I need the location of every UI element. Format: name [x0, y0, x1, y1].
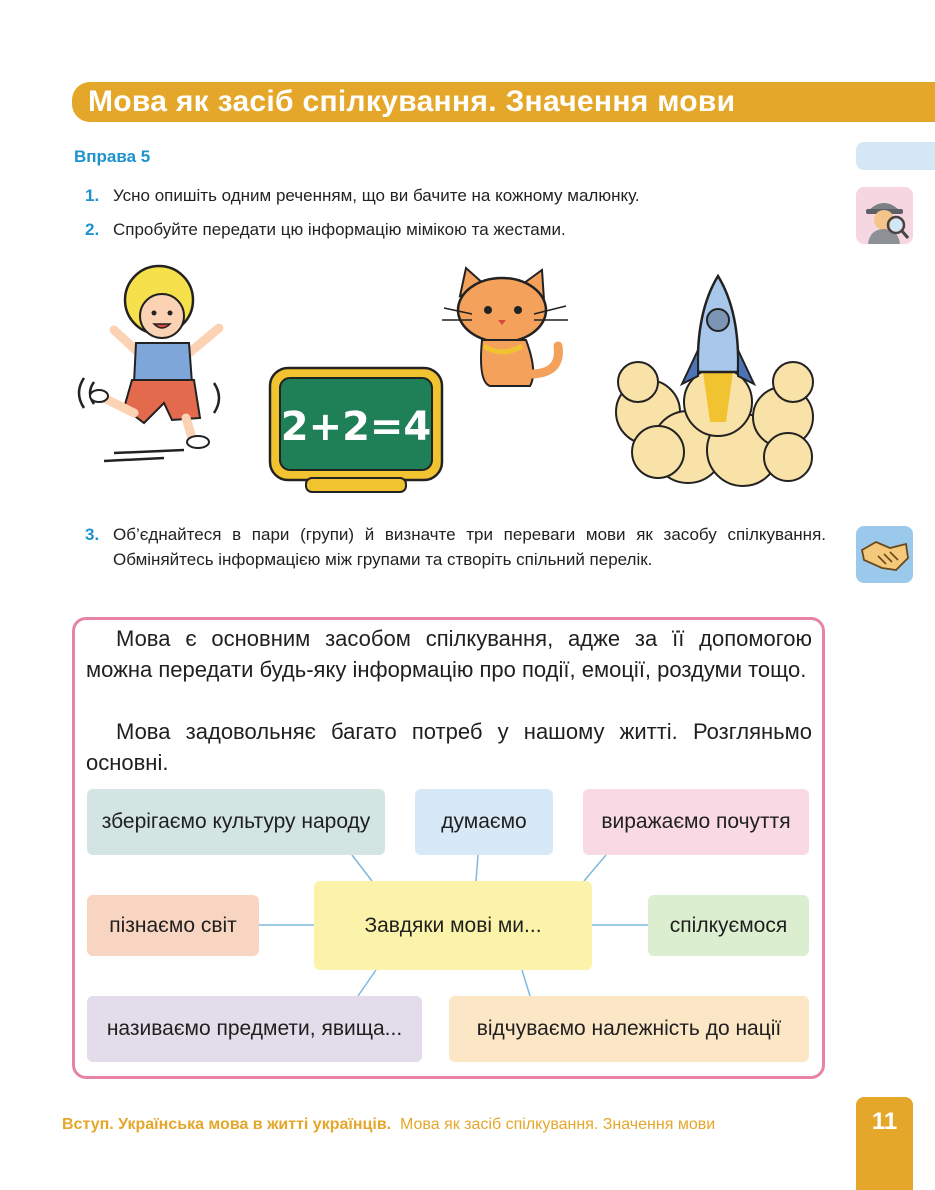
task-number: 1. — [85, 186, 100, 205]
diagram-node-communicate: спілкуємося — [648, 895, 809, 956]
info-paragraph: Мова є основним засобом спілкування, адже за її допомогою можна передати будь-яку інформацію про події, емоції, роздуми тощо. — [86, 626, 812, 682]
task-text: Спробуйте передати цю інформацію мімікою та жестами. — [113, 220, 566, 239]
cat-illustration — [438, 262, 572, 396]
task-2 — [85, 217, 825, 242]
detective-icon — [856, 187, 913, 244]
running-boy-illustration — [74, 258, 244, 468]
footer — [62, 1116, 715, 1134]
handshake-icon — [856, 526, 913, 583]
task-text: Усно опишіть одним реченням, що ви бачите на кожному малюнку. — [113, 186, 640, 205]
diagram-node-culture: зберігаємо культуру народу — [87, 789, 385, 855]
diagram-node-nation: відчуваємо належність до нації — [449, 996, 809, 1062]
footer-section: Вступ. Українська мова в житті українців. — [62, 1116, 392, 1133]
chalkboard-text: 2+2=4 — [280, 404, 432, 450]
chalkboard-illustration — [266, 364, 448, 498]
footer-topic: Мова як засіб спілкування. Значення мови — [400, 1116, 716, 1133]
rocket-illustration — [598, 272, 828, 498]
side-tab — [856, 142, 935, 170]
diagram-node-feelings: виражаємо почуття — [583, 789, 809, 855]
task-number: 3. — [85, 525, 100, 544]
page-title: Мова як засіб спілкування. Значення мови — [88, 85, 736, 118]
page-number: 11 — [871, 1108, 898, 1135]
info-paragraph: Мова задовольняє багато потреб у нашому житті. Розгляньмо основні. — [86, 719, 812, 775]
diagram-node-world: пізнаємо світ — [87, 895, 259, 956]
task-3 — [85, 522, 830, 572]
diagram-node-think: думаємо — [415, 789, 553, 855]
task-1 — [85, 183, 825, 208]
diagram-center-node: Завдяки мові ми... — [314, 881, 592, 970]
diagram-node-name: називаємо предмети, явища... — [87, 996, 422, 1062]
task-number: 2. — [85, 220, 100, 239]
exercise-label: Вправа 5 — [74, 147, 151, 166]
task-text: Об’єднайтеся в пари (групи) й визначте три переваги мови як засобу спілкування. Обміняйтесь інформацією між групами та створіть спільний перелік. — [113, 525, 826, 569]
